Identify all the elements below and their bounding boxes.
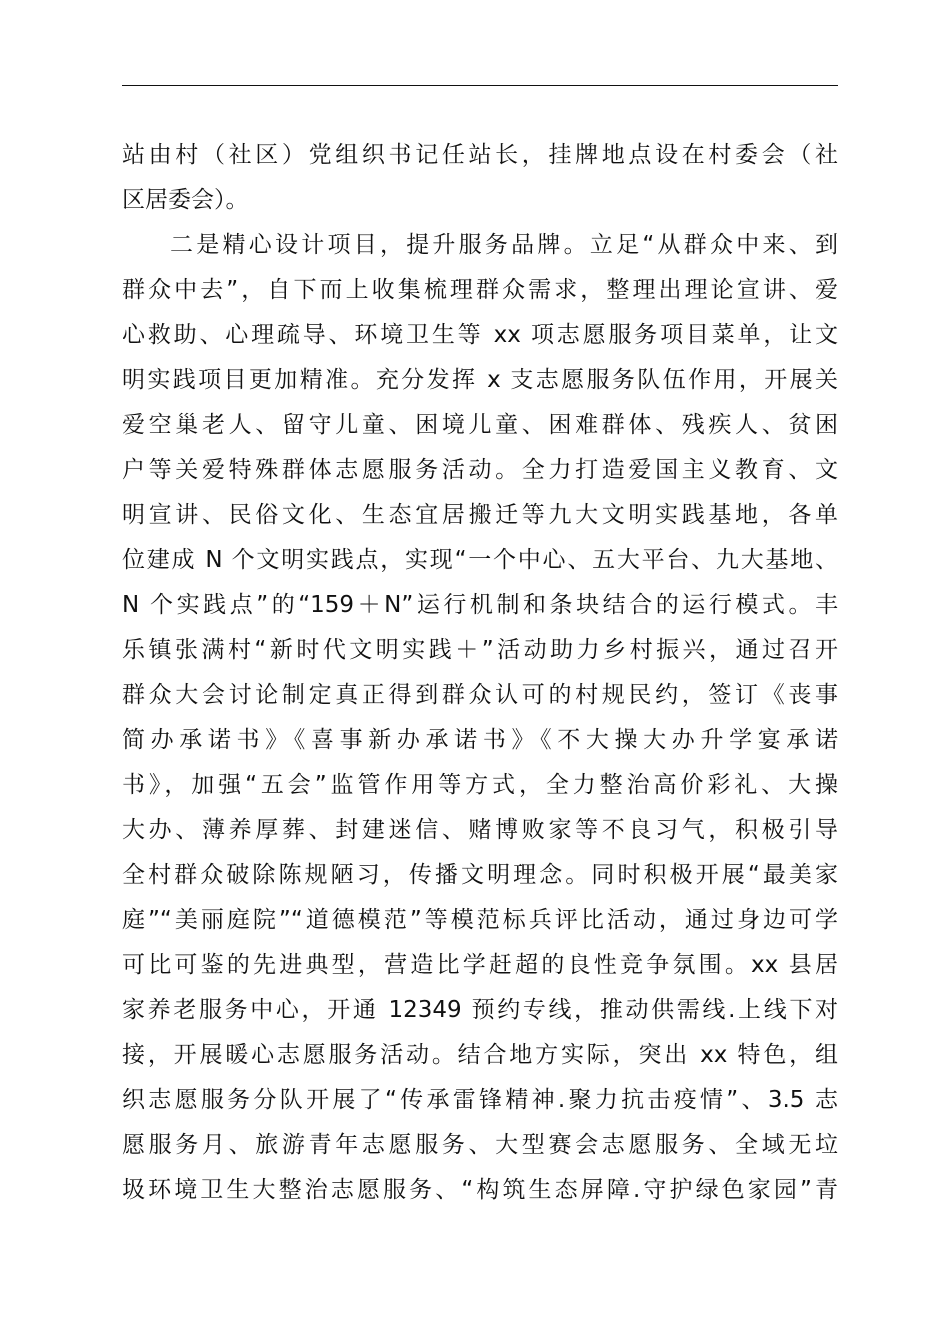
text-line: 户等关爱特殊群体志愿服务活动。全力打造爱国主义教育、文 [122,457,838,483]
text-line: 明宣讲、民俗文化、生态宜居搬迁等九大文明实践基地，各单 [122,502,838,528]
paragraph-start-line: 二是精心设计项目，提升服务品牌。立足“从群众中来、到 [170,232,838,258]
text-line: 可比可鉴的先进典型，营造比学赶超的良性竞争氛围。xx 县居 [122,952,838,978]
text-line: 书》，加强“五会”监管作用等方式，全力整治高价彩礼、大操 [122,772,838,798]
text-line: 大办、薄养厚葬、封建迷信、赌博败家等不良习气，积极引导 [122,817,838,843]
text-line: 明实践项目更加精准。充分发挥 x 支志愿服务队伍作用，开展关 [122,367,838,393]
text-line: 庭”“美丽庭院”“道德模范”等模范标兵评比活动，通过身边可学 [122,907,838,933]
text-line: 接，开展暖心志愿服务活动。结合地方实际，突出 xx 特色，组 [122,1042,838,1068]
text-line: N 个实践点”的“159＋N”运行机制和条块结合的运行模式。丰 [122,592,838,618]
text-line: 群众大会讨论制定真正得到群众认可的村规民约，签订《丧事 [122,682,838,708]
body-text [122,133,838,1213]
text-line: 简办承诺书》《喜事新办承诺书》《不大操大办升学宴承诺 [122,727,838,753]
text-line: 区居委会）。 [122,187,249,213]
text-line: 织志愿服务分队开展了“传承雷锋精神.聚力抗击疫情”、3.5 志 [122,1087,838,1113]
text-line: 家养老服务中心，开通 12349 预约专线，推动供需线.上线下对 [122,997,838,1023]
text-line: 群众中去”，自下而上收集梳理群众需求，整理出理论宣讲、爱 [122,277,838,303]
text-line: 位建成 N 个文明实践点，实现“一个中心、五大平台、九大基地、 [122,547,838,573]
text-line: 乐镇张满村“新时代文明实践＋”活动助力乡村振兴，通过召开 [122,637,838,663]
text-line: 全村群众破除陈规陋习，传播文明理念。同时积极开展“最美家 [122,862,838,888]
header-rule [122,85,838,86]
text-line: 圾环境卫生大整治志愿服务、“构筑生态屏障.守护绿色家园”青 [122,1177,838,1203]
text-line: 心救助、心理疏导、环境卫生等 xx 项志愿服务项目菜单，让文 [122,322,838,348]
text-line: 爱空巢老人、留守儿童、困境儿童、困难群体、残疾人、贫困 [122,412,838,438]
text-line: 愿服务月、旅游青年志愿服务、大型赛会志愿服务、全域无垃 [122,1132,838,1158]
text-line: 站由村（社区）党组织书记任站长，挂牌地点设在村委会（社 [122,142,838,168]
